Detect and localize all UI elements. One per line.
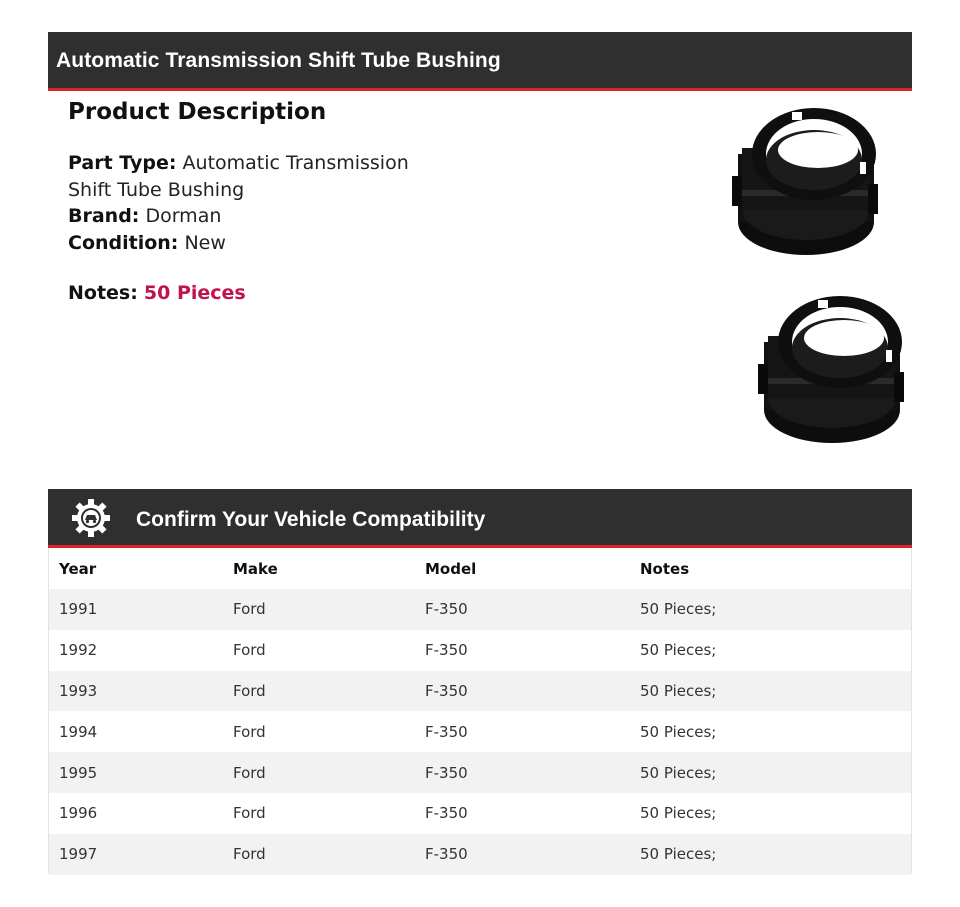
cell-make: Ford xyxy=(233,722,266,741)
notes-value: 50 Pieces xyxy=(143,282,246,304)
spec-label: Part Type: xyxy=(68,152,177,174)
cell-model: F-350 xyxy=(425,722,468,741)
cell-make: Ford xyxy=(233,600,266,619)
cell-notes: 50 Pieces; xyxy=(640,804,717,823)
table-row xyxy=(49,752,911,793)
compatibility-heading: Confirm Your Vehicle Compatibility xyxy=(136,508,486,531)
cell-make: Ford xyxy=(233,845,266,864)
cell-model: F-350 xyxy=(425,804,468,823)
table-row xyxy=(49,834,911,875)
cell-notes: 50 Pieces; xyxy=(640,763,717,782)
table-row xyxy=(49,793,911,834)
cell-year: 1994 xyxy=(59,722,98,741)
cell-notes: 50 Pieces; xyxy=(640,845,717,864)
table-row xyxy=(49,589,911,630)
cell-notes: 50 Pieces; xyxy=(640,722,717,741)
cell-make: Ford xyxy=(233,804,266,823)
table-header-row xyxy=(49,548,911,589)
cell-year: 1997 xyxy=(59,845,98,864)
cell-make: Ford xyxy=(233,641,266,660)
spec-list xyxy=(68,150,448,256)
description-heading: Product Description xyxy=(68,99,327,125)
spec-value: Dorman xyxy=(145,205,222,227)
column-header-make: Make xyxy=(233,559,278,578)
cell-notes: 50 Pieces; xyxy=(640,600,717,619)
table-row xyxy=(49,630,911,671)
cell-model: F-350 xyxy=(425,763,468,782)
cell-make: Ford xyxy=(233,681,266,700)
column-header-notes: Notes xyxy=(640,559,690,578)
column-header-year: Year xyxy=(59,559,97,578)
cell-model: F-350 xyxy=(425,845,468,864)
compatibility-header xyxy=(48,489,912,548)
gear-car-icon xyxy=(70,497,112,539)
spec-condition xyxy=(68,230,448,257)
cell-notes: 50 Pieces; xyxy=(640,681,717,700)
product-title: Automatic Transmission Shift Tube Bushing xyxy=(56,49,501,72)
product-image-1[interactable] xyxy=(728,98,880,260)
column-header-model: Model xyxy=(425,559,477,578)
spec-value: New xyxy=(184,231,226,254)
product-description xyxy=(68,96,448,304)
cell-year: 1992 xyxy=(59,641,98,660)
cell-make: Ford xyxy=(233,763,266,782)
cell-notes: 50 Pieces; xyxy=(640,641,717,660)
product-title-bar xyxy=(48,32,912,91)
spec-label: Condition: xyxy=(68,231,179,254)
cell-year: 1995 xyxy=(59,763,98,782)
table-row xyxy=(49,671,911,712)
product-notes xyxy=(68,282,448,304)
spec-part-type xyxy=(68,150,448,203)
cell-year: 1996 xyxy=(59,804,98,823)
cell-model: F-350 xyxy=(425,641,468,660)
notes-label: Notes: xyxy=(68,282,138,304)
spec-value: Automatic Transmission Shift Tube Bushing xyxy=(68,152,409,201)
cell-model: F-350 xyxy=(425,681,468,700)
spec-brand xyxy=(68,203,448,230)
cell-year: 1993 xyxy=(59,681,98,700)
table-row xyxy=(49,711,911,752)
product-image-2[interactable] xyxy=(754,286,906,448)
cell-year: 1991 xyxy=(59,600,98,619)
compatibility-table xyxy=(48,548,912,874)
spec-label: Brand: xyxy=(68,205,140,227)
cell-model: F-350 xyxy=(425,600,468,619)
